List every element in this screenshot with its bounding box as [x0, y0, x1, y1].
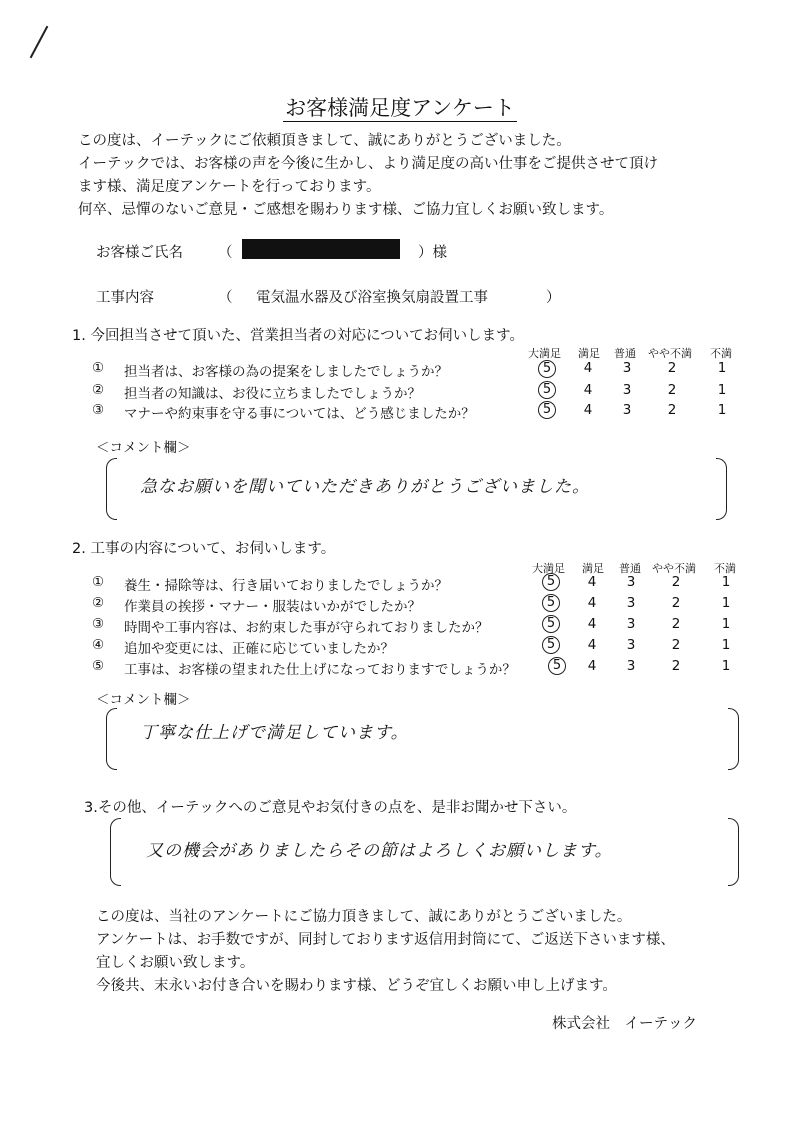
question-number: ④	[92, 637, 105, 653]
rating-option[interactable]: 1	[721, 616, 731, 632]
rating-selected-circle[interactable]: 5	[542, 573, 560, 591]
rating-option[interactable]: 2	[667, 402, 677, 418]
rating-selected-circle[interactable]: 5	[548, 657, 566, 675]
question-number: ⑤	[92, 658, 105, 674]
pen-mark	[30, 26, 49, 59]
intro-line: この度は、イーテックにご依頼頂きまして、誠にありがとうございました。	[78, 133, 571, 149]
rating-selected-circle[interactable]: 5	[538, 381, 556, 399]
rating-option[interactable]: 4	[587, 637, 597, 653]
redacted-name	[242, 239, 400, 259]
question-number: ②	[92, 595, 105, 611]
intro-line: イーテックでは、お客様の声を今後に生かし、より満足度の高い仕事をご提供させて頂け	[78, 156, 658, 172]
rating-option[interactable]: 2	[671, 637, 681, 653]
work-value: 電気温水器及び浴室換気扇設置工事	[256, 290, 488, 306]
closing-text	[96, 906, 675, 998]
rating-option[interactable]: 4	[587, 595, 597, 611]
section2-heading: 2. 工事の内容について、お伺いします。	[72, 541, 336, 557]
rating-option[interactable]: 4	[587, 574, 597, 590]
handwritten-comment[interactable]: 又の機会がありましたらその節はよろしくお願いします。	[146, 841, 613, 861]
company-signature: 株式会社 イーテック	[552, 1016, 697, 1032]
page-title: お客様満足度アンケート	[285, 96, 515, 120]
scale-label: 大満足	[532, 562, 565, 575]
question-text: 時間や工事内容は、お約束した事が守られておりましたか？	[124, 620, 489, 636]
rating-option[interactable]: 1	[721, 658, 731, 674]
customer-close-paren: ）様	[418, 245, 447, 261]
comment-bracket-right	[728, 708, 739, 770]
intro-line: 何卒、忌憚のないご意見・ご感想を賜わります様、ご協力宜しくお願い致します。	[78, 202, 614, 218]
scale-label: 普通	[614, 347, 636, 360]
question-text: 追加や変更には、正確に応じていましたか？	[124, 641, 394, 657]
question-text: マナーや約束事を守る事については、どう感じましたか？	[124, 406, 475, 422]
comment-label: ＜コメント欄＞	[96, 692, 191, 708]
rating-option[interactable]: 4	[583, 382, 593, 398]
scale-label: 満足	[582, 562, 604, 575]
closing-line: 宜しくお願い致します。	[96, 955, 255, 971]
work-label: 工事内容	[96, 290, 154, 306]
rating-option[interactable]: 3	[626, 658, 636, 674]
rating-option[interactable]: 2	[671, 658, 681, 674]
comment-bracket-right	[716, 458, 727, 520]
handwritten-comment[interactable]: 丁寧な仕上げで満足しています。	[140, 723, 409, 743]
question-text: 養生・掃除等は、行き届いておりましたでしょうか？	[124, 578, 448, 594]
scale-label: 満足	[578, 347, 600, 360]
rating-option[interactable]: 4	[587, 616, 597, 632]
customer-name-label: お客様ご氏名	[96, 245, 183, 261]
rating-option[interactable]: 3	[626, 616, 636, 632]
scale-label: やや不満	[648, 347, 692, 360]
work-open-paren: （	[218, 290, 233, 306]
question-number: ①	[92, 360, 105, 376]
rating-option[interactable]: 3	[626, 595, 636, 611]
rating-option[interactable]: 4	[587, 658, 597, 674]
section1-heading: 1. 今回担当させて頂いた、営業担当者の対応についてお伺いします。	[72, 328, 524, 344]
rating-option[interactable]: 3	[626, 574, 636, 590]
rating-option[interactable]: 3	[622, 402, 632, 418]
question-text: 担当者は、お客様の為の提案をしましたでしょうか？	[124, 364, 448, 380]
closing-line: この度は、当社のアンケートにご協力頂きまして、誠にありがとうございました。	[96, 909, 632, 925]
question-number: ③	[92, 402, 105, 418]
comment-bracket-left	[110, 818, 121, 886]
rating-option[interactable]: 4	[583, 360, 593, 376]
customer-open-paren: （	[218, 245, 233, 261]
rating-option[interactable]: 3	[622, 382, 632, 398]
rating-option[interactable]: 2	[671, 574, 681, 590]
rating-option[interactable]: 1	[721, 595, 731, 611]
rating-option[interactable]: 3	[622, 360, 632, 376]
section3-heading: 3.その他、イーテックへのご意見やお気付きの点を、是非お聞かせ下さい。	[84, 800, 577, 816]
comment-bracket-left	[106, 708, 117, 770]
rating-option[interactable]: 1	[717, 360, 727, 376]
work-close-paren: ）	[546, 290, 561, 306]
scale-label: 普通	[619, 562, 641, 575]
rating-option[interactable]: 1	[721, 637, 731, 653]
rating-selected-circle[interactable]: 5	[542, 615, 560, 633]
rating-selected-circle[interactable]: 5	[538, 401, 556, 419]
comment-bracket-right	[728, 818, 739, 886]
scale-label: やや不満	[652, 562, 696, 575]
scale-label: 大満足	[528, 347, 561, 360]
handwritten-comment[interactable]: 急なお願いを聞いていただきありがとうございました。	[140, 477, 590, 497]
question-text: 担当者の知識は、お役に立ちましたでしょうか？	[124, 386, 421, 402]
rating-option[interactable]: 2	[667, 382, 677, 398]
intro-line: ます様、満足度アンケートを行っております。	[78, 179, 381, 195]
scale-label: 不満	[714, 562, 736, 575]
closing-line: 今後共、末永いお付き合いを賜わります様、どうぞ宜しくお願い申し上げます。	[96, 978, 617, 994]
comment-bracket-left	[106, 458, 117, 520]
rating-option[interactable]: 1	[717, 402, 727, 418]
closing-line: アンケートは、お手数ですが、同封しております返信用封筒にて、ご返送下さいます様、	[96, 932, 675, 948]
question-number: ①	[92, 574, 105, 590]
rating-option[interactable]: 4	[583, 402, 593, 418]
rating-option[interactable]: 2	[671, 595, 681, 611]
rating-option[interactable]: 1	[721, 574, 731, 590]
rating-selected-circle[interactable]: 5	[542, 636, 560, 654]
intro-text	[78, 130, 658, 222]
rating-option[interactable]: 1	[717, 382, 727, 398]
rating-option[interactable]: 2	[671, 616, 681, 632]
question-number: ②	[92, 382, 105, 398]
rating-option[interactable]: 3	[626, 637, 636, 653]
rating-option[interactable]: 2	[667, 360, 677, 376]
scale-label: 不満	[710, 347, 732, 360]
question-text: 作業員の挨拶・マナー・服装はいかがでしたか？	[124, 599, 421, 615]
rating-selected-circle[interactable]: 5	[538, 360, 556, 378]
question-text: 工事は、お客様の望まれた仕上げになっておりますでしょうか？	[124, 662, 516, 678]
question-number: ③	[92, 616, 105, 632]
comment-label: ＜コメント欄＞	[96, 440, 191, 456]
rating-selected-circle[interactable]: 5	[542, 594, 560, 612]
